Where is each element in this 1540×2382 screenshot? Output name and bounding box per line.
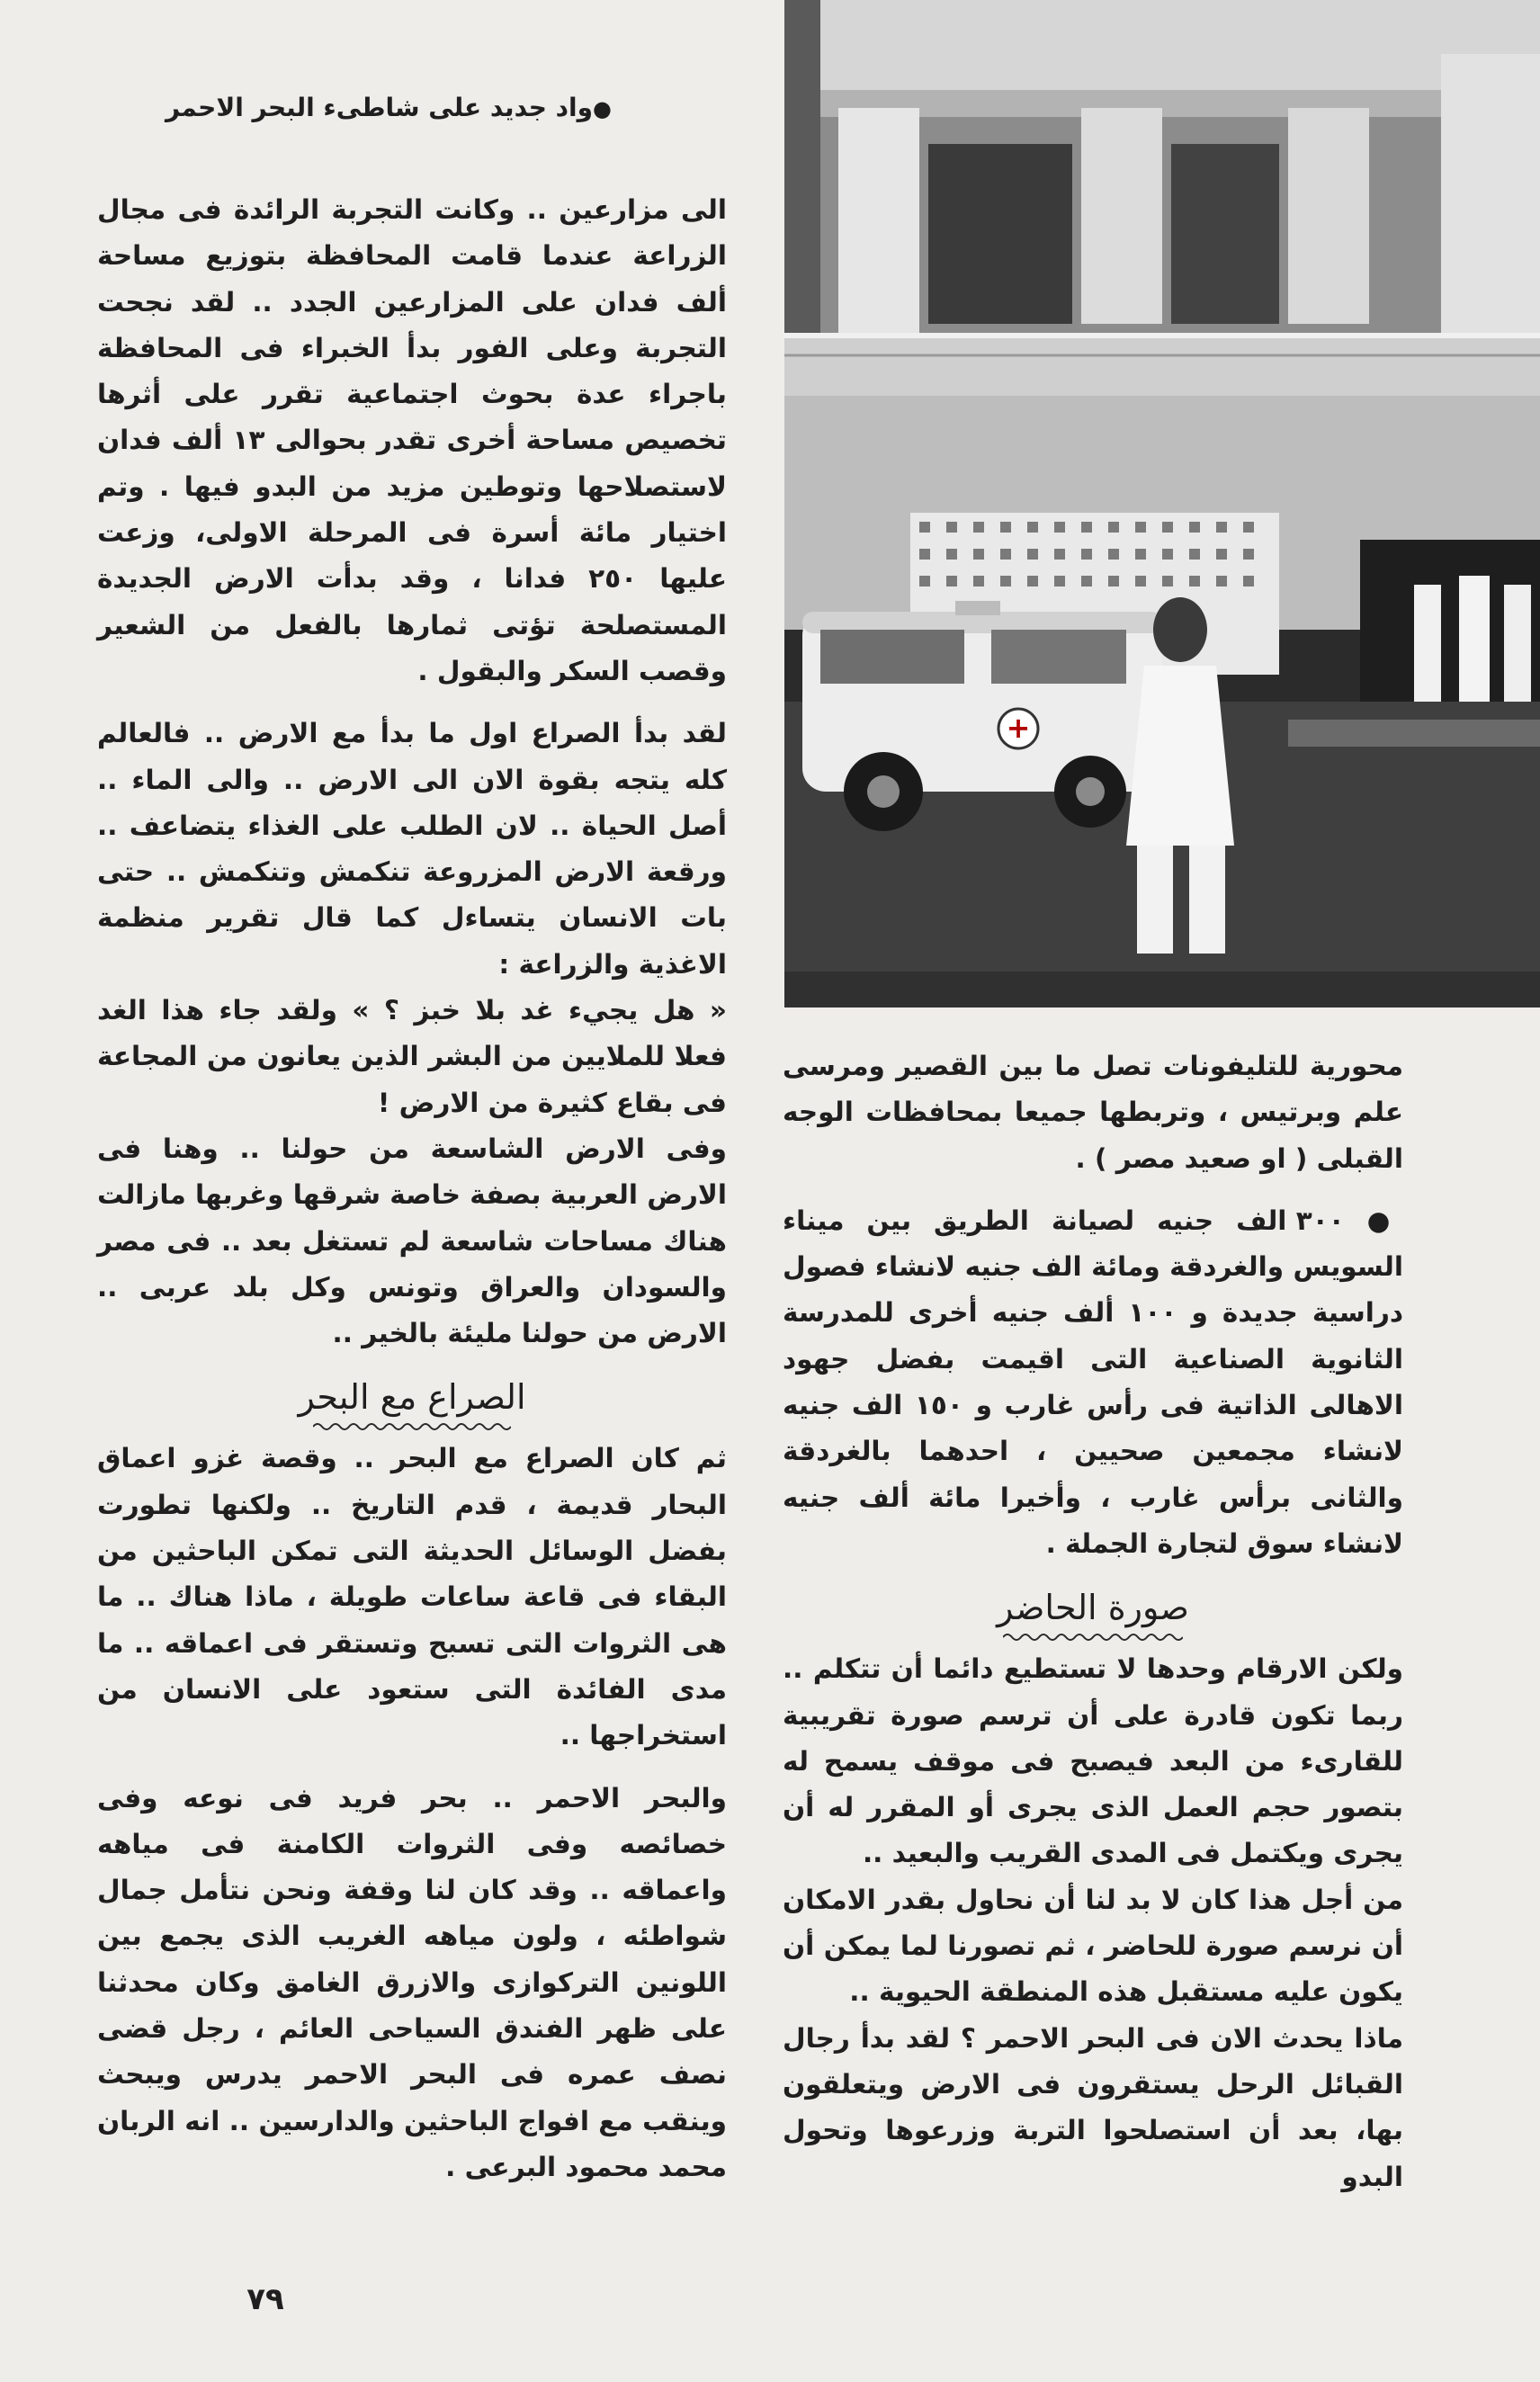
right-paragraph-4: من أجل هذا كان لا بد لنا أن نحاول بقدر الامكان أن نرسم صورة للحاضر ، ثم تصورنا لما يمكن أن يكون عليه مستقبل هذه المنطقة الحيوية .. xyxy=(783,1884,1403,2008)
article-header-title: واد جديد على شاطىء البحر الاحمر xyxy=(165,93,594,122)
left-paragraph-3: « هل يجيء غد بلا خبز ؟ » ولقد جاء هذا الغد فعلا للملايين من البشر الذين يعانون من المجاعة فى بقاع كثيرة من الارض ! xyxy=(97,995,727,1118)
wavy-underline-icon xyxy=(313,1421,511,1432)
right-column xyxy=(783,1043,1403,2200)
page-number: ٧٩ xyxy=(246,2281,284,2317)
subheading-sea-struggle xyxy=(97,1373,727,1432)
bullet-icon: ● xyxy=(593,96,612,121)
left-paragraph-5: ثم كان الصراع مع البحر .. وقصة غزو اعماق البحار قديمة ، قدم التاريخ .. ولكنها تطورت بفضل الوسائل الحديثة التى تمكن الباحثين من البقاء فى قاعة ساعات طويلة ، ماذا هناك .. ما هى الثروات التى تسبح وتستقر فى اعماقه .. ما مدى الفائدة التى ستعود على الانسان من استخراجها .. xyxy=(97,1443,727,1751)
left-paragraph-4: وفى الارض الشاسعة من حولنا .. وهنا فى الارض العربية بصفة خاصة شرقها وغربها مازالت هناك مساحات شاسعة لم تستغل بعد .. فى مصر والسودان والعراق وتونس وكل بلد عربى .. الارض من حولنا مليئة بالخير .. xyxy=(96,1133,727,1349)
right-paragraph-2: ● ٣٠٠ الف جنيه لصيانة الطريق بين ميناء السويس والغردقة ومائة الف جنيه لانشاء فصول دراسية جديدة و ١٠٠ ألف جنيه أخرى للمدرسة الثانوية الصناعية التى اقيمت بفضل جهود الاهالى الذاتية فى رأس غارب و ١٥٠ الف جنيه لانشاء مجمعين صحيين ، احدهما بالغردقة والثانى برأس غارب ، وأخيرا مائة ألف جنيه لانشاء سوق لتجارة الجملة . xyxy=(783,1204,1404,1559)
left-paragraph-6: والبحر الاحمر .. بحر فريد فى نوعه وفى خصائصه وفى الثروات الكامنة فى مياهه واعماقه .. وقد كان لنا وقفة ونحن نتأمل جمال شواطئه ، ولون مياهه الغريب الذى يجمع بين اللونين التركوازى والازرق الغامق وكان محدثنا على ظهر الفندق السياحى العائم ، رجل قضى نصف عمره فى البحر الاحمر يدرس ويبحث وينقب مع افواج الباحثين والدارسين .. انه الربان محمد محمود البرعى . xyxy=(97,1782,727,2182)
building-photo xyxy=(784,0,1540,1007)
left-paragraph-2: لقد بدأ الصراع اول ما بدأ مع الارض .. فالعالم كله يتجه بقوة الان الى الارض .. والى الماء .. أصل الحياة .. لان الطلب على الغذاء يتضاعف .. ورقعة الارض المزروعة تنكمش وتنكمش .. حتى بات الانسان يتساءل كما قال تقرير منظمة الاغذية والزراعة : xyxy=(97,718,727,980)
right-paragraph-3: ولكن الارقام وحدها لا تستطيع دائما أن تتكلم .. ربما تكون قادرة على أن ترسم صورة تقريبية للقارىء من البعد فيصبح فى موقف يسمح له بتصور حجم العمل الذى يجرى أو المقرر له أن يجرى ويكتمل فى المدى القريب والبعيد .. xyxy=(783,1653,1403,1869)
subheading-sea-struggle-text: الصراع مع البحر xyxy=(298,1377,526,1418)
ambulance-cross-icon: + xyxy=(1006,711,1031,745)
subheading-present-picture-text: صورة الحاضر xyxy=(997,1588,1189,1628)
article-header xyxy=(72,90,612,127)
left-column xyxy=(97,187,727,2190)
left-paragraph-1: الى مزارعين .. وكانت التجربة الرائدة فى مجال الزراعة عندما قامت المحافظة بتوزيع مساحة ألف فدان على المزارعين الجدد .. لقد نجحت التجربة وعلى الفور بدأ الخبراء فى المحافظة باجراء عدة بحوث اجتماعية تقرر على أثرها تخصيص مساحة أخرى تقدر بحوالى ١٣ ألف فدان لاستصلاحها وتوطين مزيد من البدو فيها . وتم اختيار مائة أسرة فى المرحلة الاولى، وزعت عليها ٢٥٠ فدانا ، وقد بدأت الارض الجديدة المستصلحة تؤتى ثمارها بالفعل من الشعير وقصب السكر والبقول . xyxy=(97,194,727,686)
subheading-present-picture xyxy=(783,1583,1403,1643)
right-paragraph-5: ماذا يحدث الان فى البحر الاحمر ؟ لقد بدأ رجال القبائل الرحل يستقرون فى الارض ويتعلقون بها، بعد أن استصلحوا التربة وزرعوها وتحول البدو xyxy=(783,2022,1403,2192)
wavy-underline-icon xyxy=(1003,1632,1183,1643)
right-paragraph-1: محورية للتليفونات تصل ما بين القصير ومرسى علم وبرتيس ، وتربطها جميعا بمحافظات الوجه القبلى ( او صعيد مصر ) . xyxy=(783,1051,1403,1174)
